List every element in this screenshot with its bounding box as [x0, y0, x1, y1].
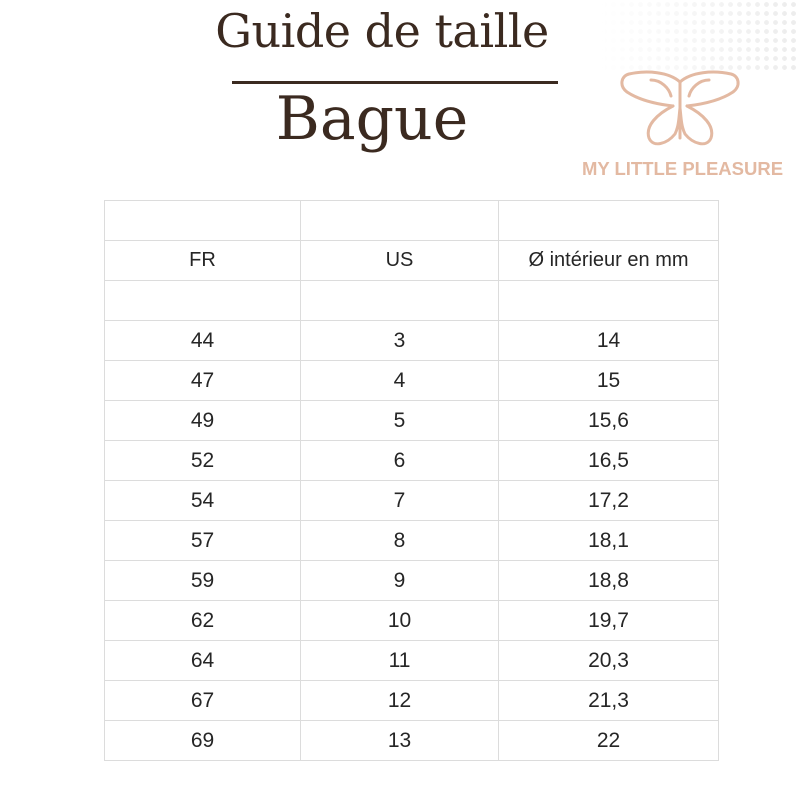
table-row: [105, 601, 719, 641]
diameter-cell: 14: [499, 321, 719, 361]
column-header-us: US: [301, 241, 499, 281]
page-subtitle: Bague: [275, 84, 469, 154]
diameter-cell: 19,7: [499, 601, 719, 641]
table-cell: [301, 201, 499, 241]
us-size-cell: 10: [301, 601, 499, 641]
us-size-cell: 12: [301, 681, 499, 721]
us-size-cell: 7: [301, 481, 499, 521]
brand-name: MY LITTLE PLEASURE: [581, 158, 784, 179]
diameter-cell: 15: [499, 361, 719, 401]
fr-size-cell: 69: [105, 721, 301, 761]
table-row: [105, 561, 719, 601]
page-title: Guide de taille: [215, 4, 549, 58]
column-header-fr: FR: [105, 241, 301, 281]
table-row: [105, 481, 719, 521]
table-spacer-row: [105, 201, 719, 241]
table-row: [105, 521, 719, 561]
table-header-row: [105, 241, 719, 281]
table-row: [105, 721, 719, 761]
table-cell: [105, 281, 301, 321]
us-size-cell: 9: [301, 561, 499, 601]
us-size-cell: 3: [301, 321, 499, 361]
ring-size-table: [104, 200, 719, 761]
us-size-cell: 8: [301, 521, 499, 561]
fr-size-cell: 62: [105, 601, 301, 641]
table-cell: [301, 281, 499, 321]
table-cell: [105, 201, 301, 241]
diameter-cell: 20,3: [499, 641, 719, 681]
us-size-cell: 6: [301, 441, 499, 481]
fr-size-cell: 67: [105, 681, 301, 721]
us-size-cell: 11: [301, 641, 499, 681]
column-header-inner-diameter: Ø intérieur en mm: [499, 241, 719, 281]
table-cell: [499, 201, 719, 241]
table-row: [105, 361, 719, 401]
fr-size-cell: 54: [105, 481, 301, 521]
fr-size-cell: 49: [105, 401, 301, 441]
dot-pattern-decoration: [600, 0, 800, 70]
fr-size-cell: 52: [105, 441, 301, 481]
butterfly-icon: [605, 64, 755, 150]
diameter-cell: 15,6: [499, 401, 719, 441]
diameter-cell: 18,1: [499, 521, 719, 561]
us-size-cell: 13: [301, 721, 499, 761]
fr-size-cell: 44: [105, 321, 301, 361]
table-row: [105, 681, 719, 721]
diameter-cell: 22: [499, 721, 719, 761]
table-spacer-row: [105, 281, 719, 321]
table-row: [105, 401, 719, 441]
diameter-cell: 17,2: [499, 481, 719, 521]
table-cell: [499, 281, 719, 321]
diameter-cell: 21,3: [499, 681, 719, 721]
us-size-cell: 5: [301, 401, 499, 441]
table-row: [105, 641, 719, 681]
table-row: [105, 321, 719, 361]
diameter-cell: 16,5: [499, 441, 719, 481]
fr-size-cell: 59: [105, 561, 301, 601]
fr-size-cell: 64: [105, 641, 301, 681]
us-size-cell: 4: [301, 361, 499, 401]
table-row: [105, 441, 719, 481]
diameter-cell: 18,8: [499, 561, 719, 601]
fr-size-cell: 57: [105, 521, 301, 561]
fr-size-cell: 47: [105, 361, 301, 401]
